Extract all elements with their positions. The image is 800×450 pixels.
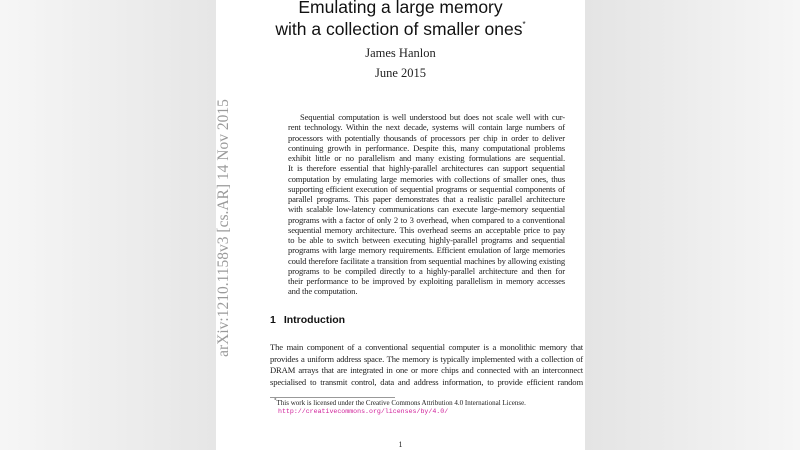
text-line: programs to be compiled directly to a highly-parallel architecture and then for: [288, 265, 565, 276]
title-text: with a collection of smaller ones: [275, 19, 523, 39]
text-line: with scalable low-latency communications can execute large-memory sequential: [288, 204, 565, 215]
text-line: to be able to switch between executing highly-parallel programs and sequential: [288, 235, 565, 245]
section-number: 1: [270, 314, 276, 326]
footnote-mark: *: [274, 398, 277, 404]
paper-title-line-1: Emulating a large memory: [298, 0, 503, 17]
section-title: Introduction: [283, 314, 346, 326]
footnote-rule: [270, 397, 395, 398]
text-line: rent technology. Within the next decade, systems will contain large numbers of: [288, 122, 565, 133]
text-line: processors with potentially thousands of processors per chip in order to deliver: [288, 132, 565, 143]
footnote-text: This work is licensed under the Creative Commons Attribution 4.0 International License.: [276, 399, 526, 407]
text-line: computation by emulating large memories with collections of smaller ones, thus: [288, 173, 565, 184]
viewer-background-left: [0, 0, 216, 450]
text-line: Sequential computation is well understood but does not scale well with cur-: [300, 112, 565, 122]
text-line: their performance to be improved by exploiting parallelism in memory accesses: [288, 276, 565, 286]
text-line: and the computation.: [288, 286, 358, 297]
text-line: continuing growth in performance. Despite this, many computational problems: [288, 142, 565, 153]
text-line: exhibit little or no parallelism and many existing formulations are sequential.: [288, 153, 565, 163]
pdf-page: [216, 0, 585, 450]
abstract: [288, 112, 565, 297]
intro-paragraph: [270, 342, 583, 388]
text-line: sequential memory architecture. This overhead seems an acceptable price to pay: [288, 224, 565, 235]
text-line: parallel programs. This paper demonstrates that a realistic parallel architecture: [288, 194, 565, 204]
viewer-background-right: [585, 0, 800, 450]
footnote: [274, 399, 526, 407]
text-line: DRAM arrays that are integrated in one or more chips and connected with an interconnect: [270, 365, 583, 375]
text-line: provides a uniform address space. The memory is typically implemented with a collection of: [270, 353, 583, 364]
author: James Hanlon: [365, 46, 436, 60]
text-line: The main component of a conventional sequential computer is a monolithic memory that: [270, 342, 583, 352]
text-line: programs with a factor of only 2 to 3 overhead, when compared to a conventional: [288, 214, 565, 225]
date: June 2015: [374, 66, 427, 80]
paper-title-line-2: [216, 19, 585, 39]
page-number: 1: [398, 440, 403, 449]
arxiv-stamp: arXiv:1210.1158v3 [cs.AR] 14 Nov 2015: [215, 99, 232, 357]
title-footnote-mark: *: [522, 20, 526, 29]
text-line: could therefore facilitate a transition from sequential machines by allowing existing: [288, 255, 565, 266]
text-line: programs with large memory requirements. Efficient emulation of large memories: [288, 245, 565, 256]
section-heading: [270, 314, 345, 327]
text-line: supporting efficient execution of sequential programs or sequential components of: [288, 183, 565, 194]
text-line: specialised to transmit control, data and address information, to provide efficient random: [270, 376, 583, 387]
text-line: It is therefore essential that highly-parallel architectures can support sequential: [288, 163, 565, 174]
license-link[interactable]: http://creativecommons.org/licenses/by/4.0/: [278, 408, 449, 415]
